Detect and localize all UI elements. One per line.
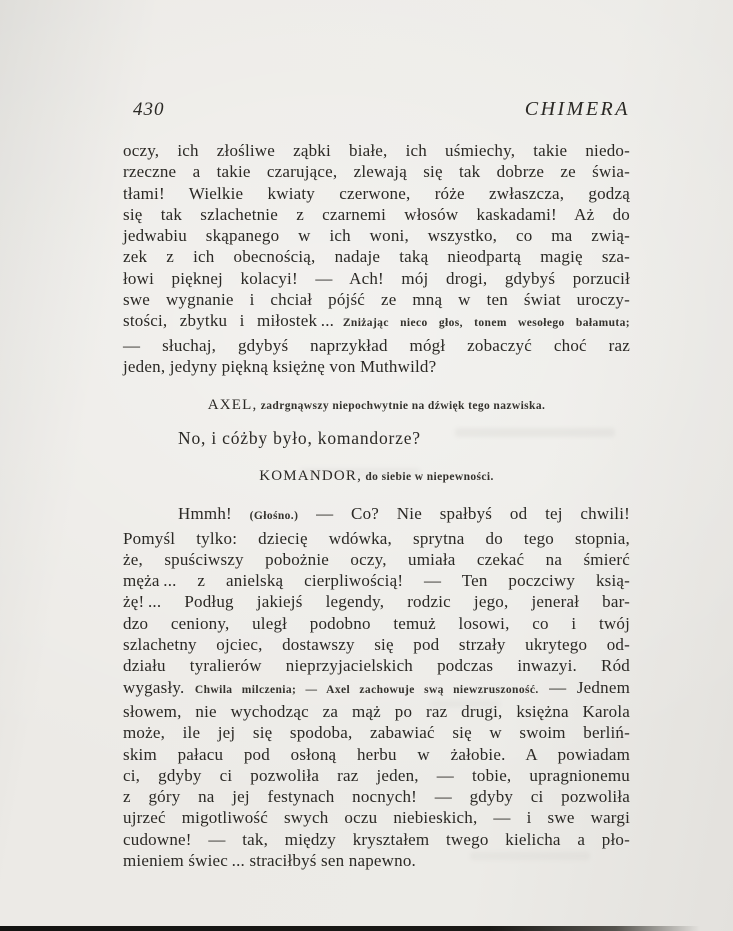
body-text: stości, zbytku i miłostek ... bbox=[123, 311, 343, 331]
dialogue-line: No, i cóżby było, komandorze? bbox=[178, 428, 421, 449]
speaker-name: KOMANDOR, bbox=[259, 468, 363, 485]
body-text: z góry na jej festynach nocnych! — gdyby ci pozwoliła bbox=[123, 787, 630, 807]
paragraph bbox=[123, 503, 630, 871]
text-line bbox=[123, 503, 630, 527]
running-head bbox=[123, 98, 630, 124]
text-line bbox=[123, 204, 630, 225]
body-text: ujrzeć migotliwość swych oczu niebieskich, — i swe wargi bbox=[123, 808, 630, 828]
body-text: mieniem świec ... straciłbyś sen napewno. bbox=[123, 851, 416, 871]
page-number: 430 bbox=[133, 99, 165, 120]
stage-direction-inline: (Głośno.) bbox=[249, 510, 299, 523]
stage-direction-inline: Chwila milczenia; — Axel zachowuje swą niewzruszoność. bbox=[194, 683, 539, 696]
body-text: — Jednem bbox=[538, 677, 630, 697]
page-content bbox=[123, 140, 630, 871]
text-line bbox=[123, 850, 630, 871]
speaker-name: AXEL, bbox=[207, 397, 258, 414]
text-line bbox=[123, 786, 630, 807]
speaker-stage-direction: zadrgnąwszy niepochwytnie na dźwięk tego nazwiska. bbox=[257, 400, 546, 413]
text-line bbox=[123, 356, 630, 377]
body-text: jedwabiu skąpanego w ich woni, wszystko, co ma zwią- bbox=[123, 226, 630, 246]
text-line bbox=[123, 310, 630, 334]
body-text: — Co? Nie spałbyś od tej chwili! bbox=[298, 504, 630, 524]
body-text: że, spuściwszy pobożnie oczy, umiała czekać na śmierć bbox=[123, 549, 630, 569]
body-text: ci, gdyby ci pozwoliła raz jeden, — tobie, upragnionemu bbox=[123, 765, 630, 785]
body-text: cudowne! — tak, między kryształem twego kielicha a pło- bbox=[123, 829, 630, 849]
text-line bbox=[123, 289, 630, 310]
stage-direction-inline: Zniżając nieco głos, tonem wesołego bałamuta; bbox=[342, 317, 630, 330]
text-line bbox=[123, 183, 630, 204]
body-text: żę! ... Podług jakiejś legendy, rodzic jego, jenerał bar- bbox=[123, 592, 630, 612]
body-text: szlachetny ojciec, dostawszy się pod strzały ukrytego od- bbox=[123, 635, 630, 655]
body-text: swe wygnanie i chciał pójść ze mną w ten świat uroczy- bbox=[123, 290, 630, 310]
body-text: tłami! Wielkie kwiaty czerwone, róże zwłaszcza, godzą bbox=[123, 183, 630, 203]
text-line bbox=[123, 549, 630, 570]
text-line bbox=[123, 225, 630, 246]
body-text: jeden, jedyny piękną księżnę von Muthwild? bbox=[123, 356, 437, 376]
speaker-heading bbox=[123, 395, 630, 416]
body-text: słowem, nie wychodząc za mąż po raz drugi, księżna Karola bbox=[123, 701, 630, 721]
body-text: męża ... z anielską cierpliwością! — Ten poczciwy ksią- bbox=[123, 571, 630, 591]
text-line bbox=[123, 829, 630, 850]
text-line bbox=[123, 807, 630, 828]
text-line bbox=[123, 335, 630, 356]
body-text: łowi pięknej kolacyi! — Ach! mój drogi, gdybyś porzucił bbox=[123, 268, 630, 288]
body-text: zek z ich obecnością, nadaje taką nieodpartą magię sza- bbox=[123, 247, 630, 267]
text-line bbox=[123, 570, 630, 591]
journal-title: CHIMERA bbox=[524, 98, 630, 120]
text-line bbox=[123, 268, 630, 289]
body-text: Pomyśl tylko: dziecię wdówka, sprytna do tego stopnia, bbox=[123, 528, 630, 548]
text-line bbox=[123, 161, 630, 182]
text-line bbox=[123, 634, 630, 655]
body-text: rzeczne a takie czarujące, zlewają się tak dobrze ze świa- bbox=[123, 162, 630, 182]
body-text: Hmmh! bbox=[178, 504, 250, 524]
text-line bbox=[123, 140, 630, 161]
body-text: oczy, ich złośliwe ząbki białe, ich uśmiechy, takie niedo- bbox=[123, 141, 630, 160]
text-line bbox=[123, 677, 630, 701]
speaker-heading bbox=[123, 466, 630, 487]
text-line bbox=[123, 528, 630, 549]
text-line bbox=[123, 701, 630, 722]
text-line bbox=[123, 765, 630, 786]
body-text: dzo ceniony, uległ podobno temuż losowi, co i twój bbox=[123, 613, 630, 633]
text-line bbox=[123, 744, 630, 765]
body-text: działu tyralierów nieprzyjacielskich podczas inwazyi. Ród bbox=[123, 656, 630, 676]
scanner-edge-artifact bbox=[0, 926, 700, 931]
body-text: może, ile jej się spodoba, zabawiać się w swoim berliń- bbox=[123, 723, 630, 743]
body-text: — słuchaj, gdybyś naprzykład mógł zobaczyć choć raz bbox=[123, 335, 630, 355]
text-line bbox=[123, 655, 630, 676]
text-line bbox=[123, 591, 630, 612]
body-text: wygasły. bbox=[123, 677, 195, 697]
speaker-stage-direction: do siebie w niepewności. bbox=[362, 471, 494, 484]
text-line bbox=[123, 613, 630, 634]
text-line bbox=[123, 722, 630, 743]
text-line bbox=[123, 246, 630, 267]
body-text: skim pałacu pod osłoną herbu w żałobie. A powiadam bbox=[123, 744, 630, 764]
body-text: się tak szlachetnie z czarnemi włosów kaskadami! Aż do bbox=[123, 204, 630, 224]
paragraph bbox=[123, 140, 630, 377]
